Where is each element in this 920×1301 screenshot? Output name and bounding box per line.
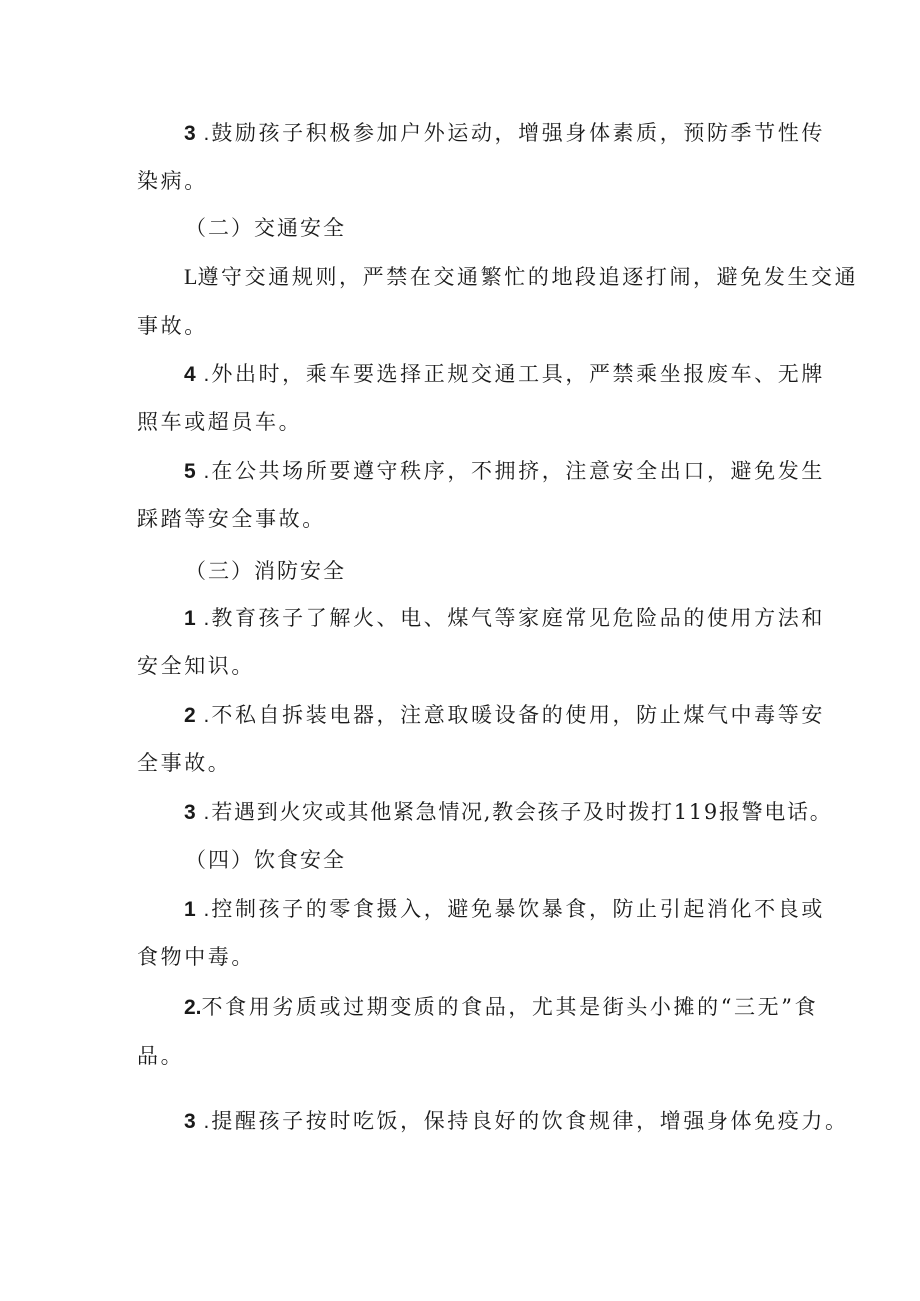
paragraph-text: 外出时，乘车要选择正规交通工具，严禁乘坐报废车、无牌 [211, 362, 825, 386]
paragraph-line [184, 1107, 849, 1136]
paragraph-line [184, 119, 825, 148]
heading-text: （四）饮食安全 [185, 848, 346, 872]
heading-text: （三）消防安全 [185, 559, 346, 583]
paragraph-text: 事故。 [137, 314, 208, 338]
paragraph-line [137, 652, 255, 680]
paragraph-text: 染病。 [137, 169, 208, 193]
list-number: 3 [184, 122, 196, 145]
list-number: 1 [184, 898, 196, 921]
section-heading [185, 557, 346, 585]
paragraph-line [137, 505, 326, 533]
paragraph-text: 安全知识。 [137, 654, 255, 678]
paragraph-line [184, 993, 818, 1022]
paragraph-text: 提醒孩子按时吃饭，保持良好的饮食规律，增强身体免疫力。 [211, 1109, 849, 1133]
paragraph-line [137, 749, 231, 777]
list-separator: . [195, 898, 212, 921]
paragraph-text: 在公共场所要遵守秩序，不拥挤，注意安全出口，避免发生 [211, 459, 825, 483]
list-separator: . [195, 607, 212, 630]
list-number: 1 [184, 607, 196, 630]
paragraph-text: 若遇到火灾或其他紧急情况,教会孩子及时拨打119报警电话。 [211, 800, 833, 824]
paragraph-text: 不私自拆装电器，注意取暖设备的使用，防止煤气中毒等安 [211, 703, 825, 727]
list-separator: . [195, 122, 212, 145]
paragraph-text: 食物中毒。 [137, 945, 255, 969]
paragraph-line [137, 1042, 184, 1070]
heading-text: （二）交通安全 [185, 216, 346, 240]
paragraph-text: 教育孩子了解火、电、煤气等家庭常见危险品的使用方法和 [211, 606, 825, 630]
list-number: L [184, 264, 198, 289]
list-number: 5 [184, 460, 196, 483]
list-number: 3 [184, 1110, 196, 1133]
list-number: 4 [184, 363, 196, 386]
paragraph-line [184, 895, 825, 924]
list-separator: . [195, 801, 212, 824]
paragraph-line [184, 604, 825, 633]
list-separator: . [195, 363, 212, 386]
paragraph-line [184, 701, 825, 730]
paragraph-text: 全事故。 [137, 751, 232, 775]
list-separator: . [195, 460, 212, 483]
paragraph-line [137, 943, 255, 971]
paragraph-text: 踩踏等安全事故。 [137, 507, 326, 531]
list-separator: . [195, 704, 212, 727]
paragraph-line [184, 798, 832, 827]
list-separator: . [195, 1110, 212, 1133]
paragraph-text: 不食用劣质或过期变质的食品，尤其是街头小摊的“三无”食 [201, 995, 819, 1019]
paragraph-line [184, 360, 825, 389]
list-number: 2 [184, 704, 196, 727]
paragraph-text: 控制孩子的零食摄入，避免暴饮暴食，防止引起消化不良或 [211, 897, 825, 921]
paragraph-line [137, 312, 208, 340]
section-heading [185, 214, 346, 242]
paragraph-line [137, 408, 302, 436]
paragraph-text: 鼓励孩子积极参加户外运动，增强身体素质，预防季节性传 [211, 121, 825, 145]
paragraph-line [137, 167, 208, 195]
paragraph-line [184, 457, 825, 486]
paragraph-text: 品。 [137, 1044, 185, 1068]
paragraph-line [184, 263, 858, 291]
paragraph-text: 照车或超员车。 [137, 410, 303, 434]
section-heading [185, 846, 346, 874]
list-number: 2. [184, 996, 202, 1019]
paragraph-text: 遵守交通规则，严禁在交通繁忙的地段追逐打闹，避免发生交通 [197, 265, 859, 289]
list-number: 3 [184, 801, 196, 824]
